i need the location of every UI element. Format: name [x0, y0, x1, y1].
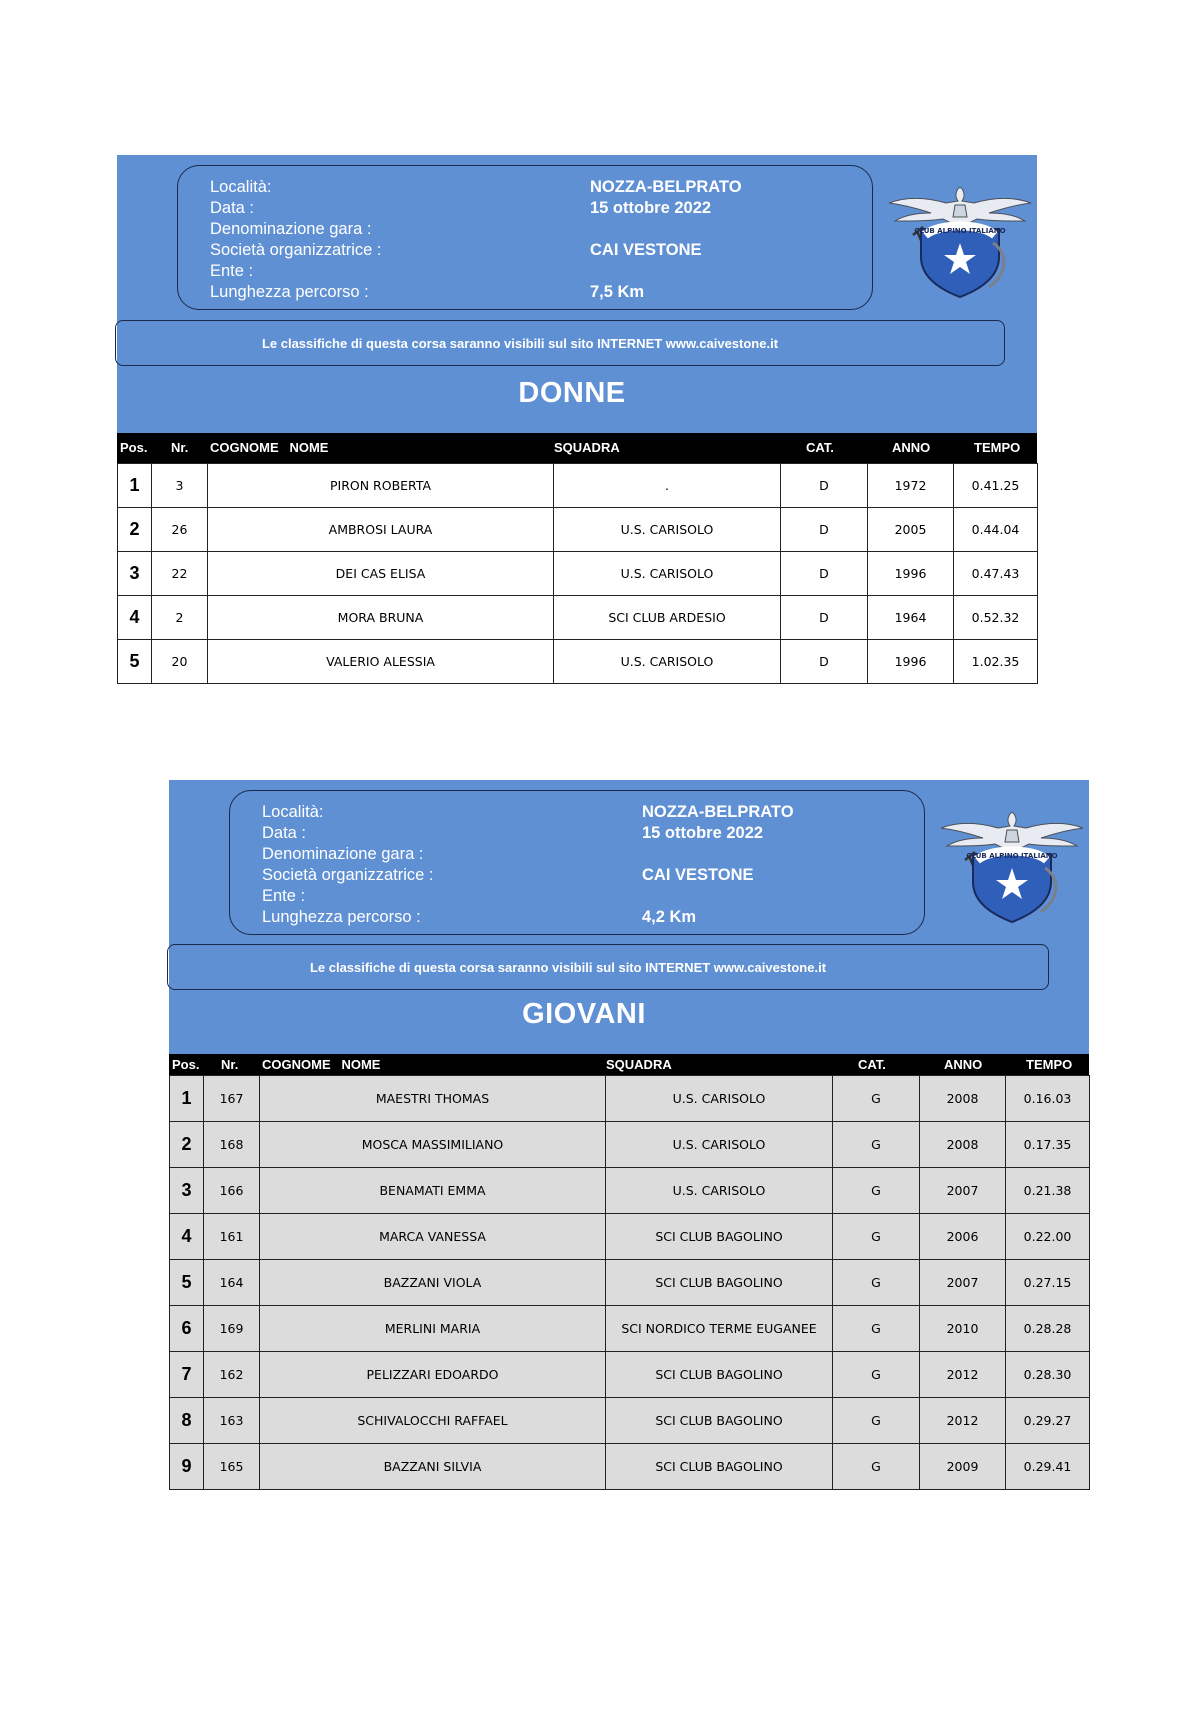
col-header-cat: CAT. — [806, 440, 834, 455]
table-header — [117, 433, 1037, 463]
table-row: 1 3 PIRON ROBERTA . D 1972 0.41.25 — [118, 464, 1038, 508]
col-header-cat: CAT. — [858, 1057, 886, 1072]
table-row: 9 165 BAZZANI SILVIA SCI CLUB BAGOLINO G 2009 0.29.41 — [170, 1444, 1090, 1490]
col-header-time: TEMPO — [1026, 1057, 1073, 1072]
table-row: 4 161 MARCA VANESSA SCI CLUB BAGOLINO G 2006 0.22.00 — [170, 1214, 1090, 1260]
table-row: 1 167 MAESTRI THOMAS U.S. CARISOLO G 2008 0.16.03 — [170, 1076, 1090, 1122]
svg-text:CLUB ALPINO ITALIANO: CLUB ALPINO ITALIANO — [914, 227, 1006, 235]
cai-eagle-shield-icon — [885, 183, 1035, 303]
col-header-pos: Pos. — [120, 440, 148, 455]
table-row: 3 22 DEI CAS ELISA U.S. CARISOLO D 1996 0.47.43 — [118, 552, 1038, 596]
col-header-year: ANNO — [944, 1057, 983, 1072]
table-row: 5 20 VALERIO ALESSIA U.S. CARISOLO D 1996 1.02.35 — [118, 640, 1038, 684]
table-row: 8 163 SCHIVALOCCHI RAFFAEL SCI CLUB BAGOLINO G 2012 0.29.27 — [170, 1398, 1090, 1444]
svg-text:CLUB ALPINO ITALIANO: CLUB ALPINO ITALIANO — [966, 852, 1058, 860]
website-notice: Le classifiche di questa corsa saranno visibili sul sito INTERNET www.caivestone.it — [167, 944, 1049, 990]
results-section-donne — [117, 155, 1037, 684]
table-row: 7 162 PELIZZARI EDOARDO SCI CLUB BAGOLINO G 2012 0.28.30 — [170, 1352, 1090, 1398]
table-row: 3 166 BENAMATI EMMA U.S. CARISOLO G 2007 0.21.38 — [170, 1168, 1090, 1214]
table-row: 4 2 MORA BRUNA SCI CLUB ARDESIO D 1964 0.52.32 — [118, 596, 1038, 640]
col-header-pos: Pos. — [172, 1057, 200, 1072]
table-row: 2 168 MOSCA MASSIMILIANO U.S. CARISOLO G 2008 0.17.35 — [170, 1122, 1090, 1168]
table-row: 2 26 AMBROSI LAURA U.S. CARISOLO D 2005 0.44.04 — [118, 508, 1038, 552]
race-header — [169, 780, 1089, 1054]
section-title: GIOVANI — [522, 998, 646, 1030]
section-title: DONNE — [518, 377, 626, 409]
col-header-time: TEMPO — [974, 440, 1021, 455]
website-notice: Le classifiche di questa corsa saranno visibili sul sito INTERNET www.caivestone.it — [115, 320, 1005, 366]
results-table — [169, 1075, 1090, 1490]
col-header-year: ANNO — [892, 440, 931, 455]
results-section-giovani — [169, 780, 1089, 1490]
col-header-nr: Nr. — [221, 1057, 239, 1072]
col-header-name: COGNOME NOME — [262, 1057, 381, 1072]
col-header-name: COGNOME NOME — [210, 440, 329, 455]
cai-eagle-shield-icon — [937, 808, 1087, 928]
col-header-team: SQUADRA — [554, 440, 620, 455]
table-row: 6 169 MERLINI MARIA SCI NORDICO TERME EUGANEE G 2010 0.28.28 — [170, 1306, 1090, 1352]
table-row: 5 164 BAZZANI VIOLA SCI CLUB BAGOLINO G 2007 0.27.15 — [170, 1260, 1090, 1306]
col-header-team: SQUADRA — [606, 1057, 672, 1072]
race-info-box: Località: NOZZA-BELPRATO Data : 15 ottobre 2022 Denominazione gara : Società organizzatrice : CAI VESTONE Ente : Lunghezza percorso : 4,2 Km — [229, 790, 925, 935]
race-header — [117, 155, 1037, 433]
col-header-nr: Nr. — [171, 440, 189, 455]
table-header — [169, 1054, 1089, 1075]
results-table — [117, 463, 1038, 684]
race-info-box: Località: NOZZA-BELPRATO Data : 15 ottobre 2022 Denominazione gara : Società organizzatrice : CAI VESTONE Ente : Lunghezza percorso : 7,5 Km — [177, 165, 873, 310]
